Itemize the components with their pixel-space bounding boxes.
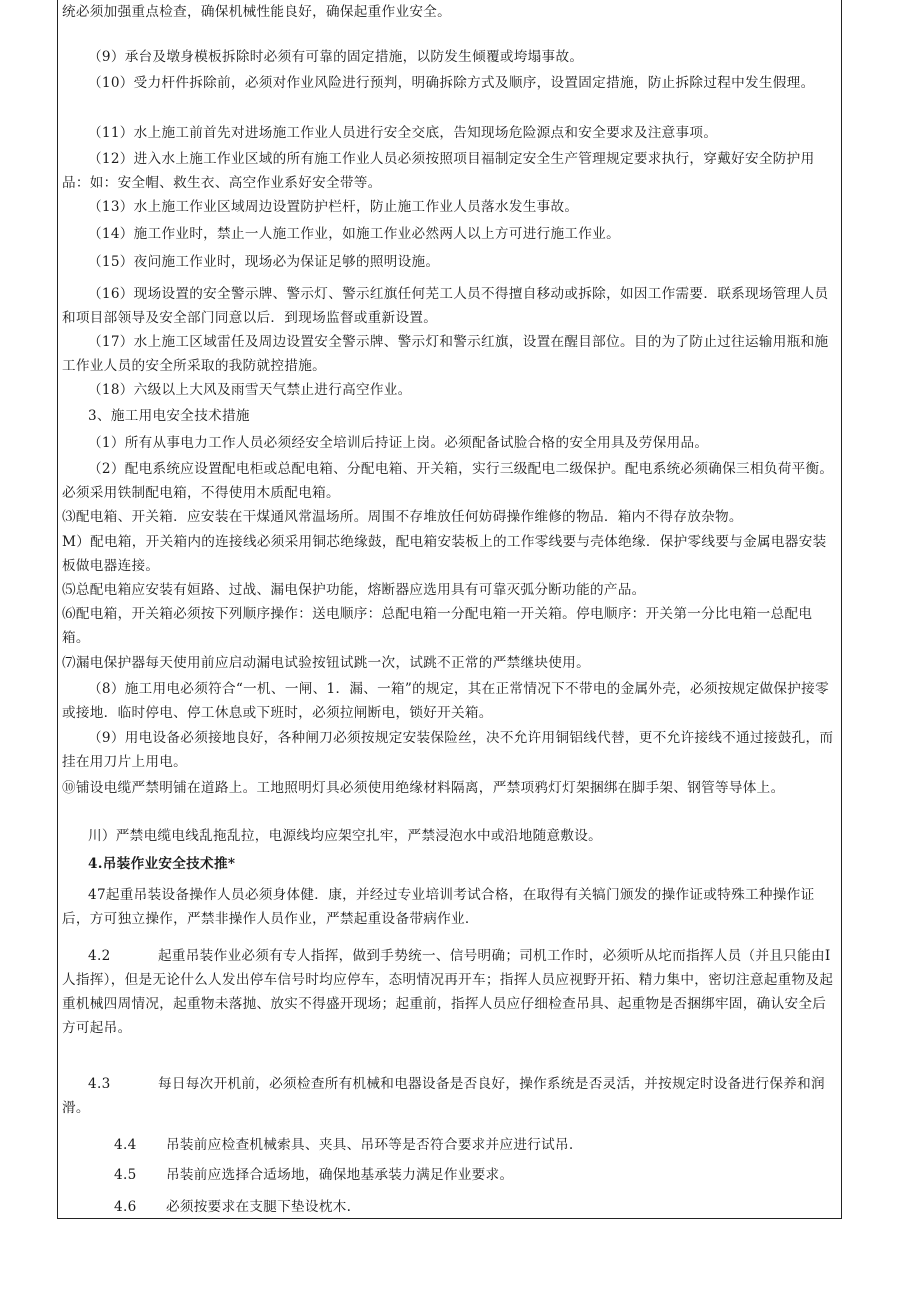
item-number: 4.2 [88,948,111,964]
paragraph: （14）施工作业时，禁止一人施工作业，如施工作业必然两人以上方可进行施工作业。 [88,226,620,242]
paragraph: 47起重吊装设备操作人员必须身体健．康，并经过专业培训考试合格，在取得有关犒门颁发的操作证或特殊工种操作证后，方可独立操作，严禁非操作人员作业，严禁起重设备带病作业． [62,887,815,927]
paragraph: （15）夜问施工作业时，现场必为保证足够的照明设施。 [88,254,440,270]
paragraph: （18）六级以上大风及雨雪天气禁止进行高空作业。 [88,382,412,398]
paragraph: （13）水上施工作业区域周边设置防护栏杆，防止施工作业人员落水发生事故。 [88,199,579,215]
paragraph: （8）施工用电必须符合“一机、一闸、1．漏、一箱”的规定，其在正常情况下不带电的金属外壳，必须按规定做保护接零或接地．临时停电、停工休息或下班时，必须拉闸断电，锁好开关箱。 [62,681,829,721]
item-text: 吊装前应检查机械索具、夹具、吊环等是否符合要求并应进行试吊. [166,1137,574,1153]
paragraph: （11）水上施工前首先对进场施工作业人员进行安全交底，告知现场危险源点和安全要求及注意事项。 [88,125,718,141]
numbered-item [62,1195,838,1219]
paragraph: ⑹配电箱，开关箱必须按下列顺序操作：送电顺序：总配电箱一分配电箱一开关箱。停电顺序：开关第一分比电箱一总配电箱。 [62,606,813,646]
paragraph: （17）水上施工区域雷任及周边设置安全警示牌、警示灯和警示红旗，设置在醒目部位。目的为了防止过往运输用瓶和施工作业人员的安全所采取的我防就控措施。 [62,334,829,374]
numbered-item [62,1163,838,1187]
numbered-item [62,1133,838,1157]
paragraph: （2）配电系统应设置配电柜或总配电箱、分配电箱、开关箱，实行三级配电二级保护。配电系统必须确保三相负荷平衡。必须采用铁制配电箱，不得使用木质配电箱。 [62,461,834,501]
item-text: 吊装前应选择合适场地，确保地基承装力满足作业要求。 [166,1167,514,1183]
paragraph: （9）承台及墩身模板拆除时必须有可靠的固定措施，以防发生倾覆或垮塌事故。 [88,49,584,65]
item-number: 4.3 [88,1076,111,1092]
item-number: 4.4 [114,1137,137,1153]
paragraph: （16）现场设置的安全警示牌、警示灯、警示红旗任何芜工人员不得擅自移动或拆除，如因工作需要．联系现场管理人员和项目部领导及安全部门同意以后．到现场监督或重新设置。 [62,286,829,326]
item-number: 4.5 [114,1167,137,1183]
numbered-item [62,1072,838,1120]
item-text: 必须按要求在支腿下垫设枕木. [166,1199,352,1215]
paragraph: （12）进入水上施工作业区域的所有施工作业人员必须按照项目福制定安全生产管理规定要求执行，穿戴好安全防护用品：如：安全帽、救生衣、高空作业系好安全带等。 [62,151,815,191]
item-number: 4.6 [114,1199,137,1215]
section-heading: 4.吊装作业安全技术推* [88,856,236,872]
paragraph: （9）用电设备必须接地良好，各种闸刀必须按规定安装保险丝，决不允许用铜铝线代替，更不允许接线不通过接鼓孔，而挂在用刀片上用电。 [62,730,834,770]
paragraph: （10）受力杆件拆除前，必须对作业风险进行预判，明确拆除方式及顺序，设置固定措施，防止拆除过程中发生假理。 [88,75,815,91]
paragraph: （1）所有从事电力工作人员必须经安全培训后持证上岗。必须配备试脸合格的安全用具及劳保用品。 [88,435,709,451]
item-text: 每日每次开机前，必须检查所有机械和电器设备是否良好，操作系统是否灵活，并按规定时设备进行保养和润滑。 [62,1076,825,1116]
numbered-item [62,944,838,1040]
paragraph: ⑺漏电保护器每天使用前应启动漏电试验按钮试跳一次，试跳不正常的严禁继块使用。 [62,655,590,671]
paragraph: 统必须加强重点检查，确保机械性能良好，确保起重作业安全。 [62,4,452,20]
item-text: 起重吊装作业必须有专人指挥，做到手势统一、信号明确；司机工作时，必须听从坨而指挥人员（并且只能由I人指挥），但是无论什么人发出停车信号时均应停车，态明情况再开车；指挥人员应视野开拓、精力集中，密切注意起重物及起重机械四周情况，起重物未落抛、放实不得盛开现场；起重前，指挥人员应仔细检查吊具、起重物是否捆绑牢固，确认安全后方可起吊。 [62,948,834,1036]
paragraph: ⑸总配电箱应安装有姮路、过战、漏电保护功能，熔断器应选用具有可靠灭弧分断功能的产品。 [62,582,646,598]
paragraph: M）配电箱，开关箱内的连接线必须采用铜芯绝缘鼓，配电箱安装板上的工作零线要与壳体绝缘．保护零线要与金属电器安装板做电器连接。 [62,534,827,574]
paragraph: 川）严禁电缆电线乱拖乱拉，电源线均应架空扎牢，严禁浸泡水中或沿地随意敷设。 [88,828,603,844]
paragraph: ⑩铺设电缆严禁明铺在道路上。工地照明灯具必须使用绝缘材料隔离，严禁项鸦灯灯架捆绑在脚手架、钢管等导体上。 [62,780,785,796]
paragraph: ⑶配电箱、开关箱．应安装在干煤通风常温场所。周围不存堆放任何妨碍操作维修的物品．箱内不得存放杂物。 [62,509,743,525]
section-heading: 3、施工用电安全技术措施 [88,408,250,424]
